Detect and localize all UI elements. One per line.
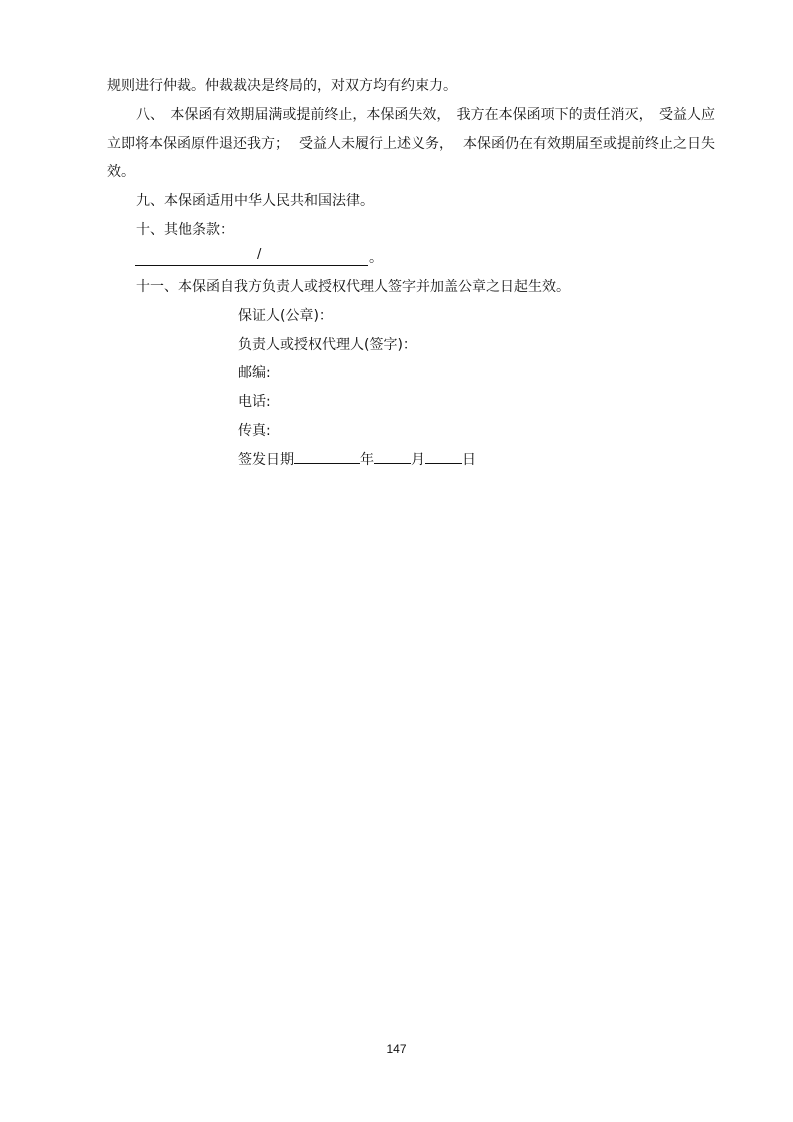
month-label: 月	[411, 452, 425, 468]
clause-8-line-3: 效。	[107, 164, 135, 180]
year-blank	[294, 449, 360, 464]
representative-signature-label: 负责人或授权代理人(签字)：	[238, 337, 417, 353]
other-terms-slash: /	[257, 247, 262, 262]
clause-8-text-part: 本保函有效期届满或提前终止，本保函失效，	[170, 107, 451, 123]
clause-8-text-part: 受益人未履行上述义务，	[299, 136, 453, 152]
clause-9: 九、本保函适用中华人民共和国法律。	[136, 193, 374, 209]
phone-label: 电话:	[238, 394, 271, 410]
page-number: 147	[386, 1042, 407, 1056]
other-terms-blank-line	[135, 249, 368, 266]
issue-date-line	[238, 449, 476, 469]
clause-8-line-2	[107, 134, 715, 154]
clause-8-line-1	[136, 105, 715, 125]
day-blank	[425, 449, 462, 464]
postcode-label: 邮编:	[238, 365, 271, 381]
clause-10-label: 十、其他条款：	[136, 222, 234, 238]
clause-8-text-part: 受益人应	[658, 107, 715, 123]
clause-8-text-part: 本保函仍在有效期届至或提前终止之日失	[463, 136, 715, 152]
clause-7-tail: 规则进行仲裁。仲裁裁决是终局的，对双方均有约束力。	[107, 78, 457, 94]
year-label: 年	[360, 452, 374, 468]
clause-8-number: 八、	[136, 107, 164, 123]
guarantor-seal-label: 保证人(公章)：	[238, 308, 333, 324]
day-label: 日	[462, 452, 476, 468]
month-blank	[374, 449, 411, 464]
fax-label: 传真:	[238, 423, 271, 439]
clause-11: 十一、本保函自我方负责人或授权代理人签字并加盖公章之日起生效。	[136, 279, 570, 295]
other-terms-end-mark: 。	[369, 250, 383, 266]
clause-8-text-part: 我方在本保函项下的责任消灭，	[456, 107, 653, 123]
issue-date-label: 签发日期	[238, 452, 294, 468]
clause-8-text-part: 立即将本保函原件退还我方；	[107, 136, 289, 152]
